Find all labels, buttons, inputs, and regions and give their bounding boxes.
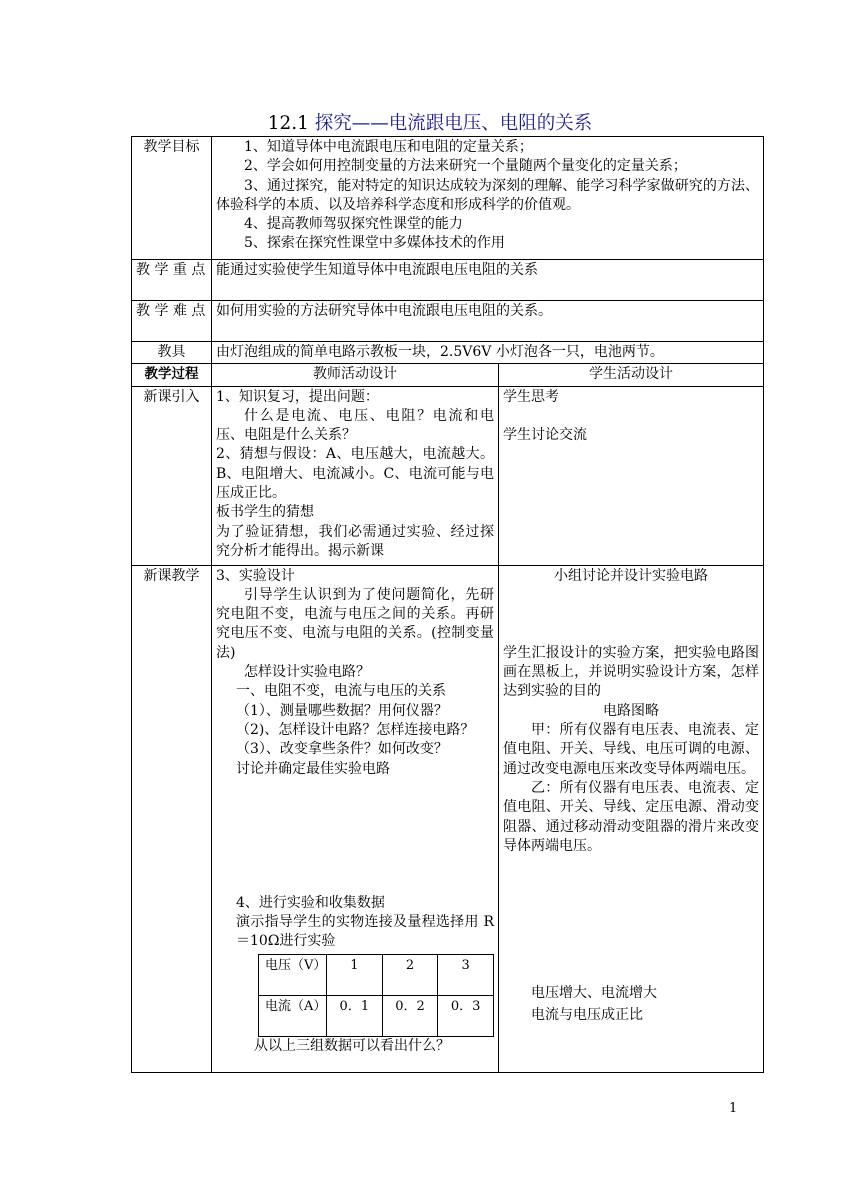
- teaching-student: [499, 565, 764, 1072]
- student-think: 学生思考: [503, 388, 559, 405]
- plan-b: 乙：所有仪器有电压表、电流表、定值电阻、开关、导线、定压电源、滑动变阻器、通过移动滑动变阻器的滑片来改变导体两端电压。: [503, 779, 759, 854]
- page-number: 1: [729, 1101, 738, 1116]
- current-cell: 0．3: [438, 995, 494, 1036]
- difficulty-text: 如何用实验的方法研究导体中电流跟电压电阻的关系。: [212, 301, 764, 342]
- teaching-label: 新课教学: [132, 565, 212, 1072]
- objective-item: 3、通过探究，能对特定的知识达成较为深刻的理解、能学习科学家做研究的方法、体验科学的本质、以及培养科学态度和形成科学的价值观。: [216, 177, 759, 213]
- voltage-label: 电压（V）: [259, 954, 327, 995]
- teacher-header: 教师活动设计: [212, 364, 499, 386]
- key-point-label: 教 学 重 点: [132, 260, 212, 301]
- intro-row: [132, 386, 764, 565]
- voltage-cell: 3: [438, 954, 494, 995]
- title-text: 探究——电流跟电压、电阻的关系: [314, 113, 593, 134]
- data-question: 从以上三组数据可以看出什么？: [254, 1037, 450, 1054]
- conclusion-1: 电压增大、电流增大: [531, 985, 657, 1002]
- section-number: 12.1: [267, 113, 309, 134]
- design-q1: （1）、测量哪些数据？用何仪器？: [236, 702, 448, 719]
- student-discuss: 学生讨论交流: [503, 426, 587, 443]
- student-report: 学生汇报设计的实验方案，把实验电路图画在黑板上，并说明实验设计方案，怎样达到实验的目的: [503, 644, 759, 700]
- design-discuss: 讨论并确定最佳实验电路: [236, 760, 390, 777]
- experiment-step: 4、进行实验和收集数据: [236, 894, 385, 911]
- intro-board: 板书学生的猜想: [216, 504, 314, 521]
- intro-reveal: 为了验证猜想，我们必需通过实验、经过探究分析才能得出。揭示新课: [216, 523, 494, 559]
- design-step: 3、实验设计: [216, 567, 295, 584]
- voltage-cell: 2: [382, 954, 438, 995]
- lesson-plan-table: [131, 136, 764, 1073]
- design-q2: （2)、怎样设计电路？怎样连接电路？: [236, 721, 475, 738]
- voltage-cell: 1: [327, 954, 383, 995]
- circuit-omitted: 电路图略: [603, 702, 659, 719]
- objective-item: 2、学会如何用控制变量的方法来研究一个量随两个量变化的定量关系；: [244, 158, 687, 175]
- design-q3: （3）、改变拿些条件？如何改变？: [236, 741, 448, 758]
- objectives-label: 教学目标: [132, 137, 212, 260]
- plan-a: 甲：所有仪器有电压表、电流表、定值电阻、开关、导线、电压可调的电源、通过改变电源电压来改变导体两端电压。: [503, 722, 759, 777]
- intro-hypothesis: 2、猜想与假设：A、电压越大，电流越大。B、电阻增大、电流减小。C、电流可能与电压成正比。: [216, 446, 494, 502]
- key-point-text: 能通过实验使学生知道导体中电流跟电压电阻的关系: [212, 260, 764, 301]
- objective-item: 5、探索在探究性课堂中多媒体技术的作用: [244, 235, 505, 252]
- difficulty-row: [132, 301, 764, 342]
- objectives-content: [212, 137, 764, 260]
- intro-label: 新课引入: [132, 386, 212, 565]
- key-point-row: [132, 260, 764, 301]
- objective-item: 4、提高教师驾驭探究性课堂的能力: [244, 216, 463, 233]
- teaching-row: [132, 565, 764, 1072]
- student-group-design: 小组讨论并设计实验电路: [554, 567, 708, 584]
- teaching-teacher: [212, 565, 499, 1072]
- page-title: [0, 112, 860, 136]
- current-label: 电流（A）: [259, 995, 327, 1036]
- process-header: 教学过程: [132, 364, 212, 386]
- intro-student: [499, 386, 764, 565]
- equipment-text: 由灯泡组成的简单电路示教板一块，2.5V6V 小灯泡各一只，电池两节。: [212, 342, 764, 364]
- process-header-row: [132, 364, 764, 386]
- current-cell: 0．1: [327, 995, 383, 1036]
- intro-teacher: [212, 386, 499, 565]
- objectives-row: [132, 137, 764, 260]
- conclusion-2: 电流与电压成正比: [531, 1007, 643, 1024]
- voltage-row: [259, 954, 494, 995]
- data-table: [258, 954, 494, 1037]
- intro-question: 什么是电流、电压、电阻？电流和电压、电阻是什么关系？: [216, 407, 494, 444]
- design-question: 怎样设计实验电路？: [244, 664, 370, 681]
- design-guide: 引导学生认识到为了使问题简化，先研究电阻不变，电流与电压之间的关系。再研究电压不变、电流与电阻的关系。(控制变量法): [216, 586, 494, 661]
- difficulty-label: 教 学 难 点: [132, 301, 212, 342]
- current-row: [259, 995, 494, 1036]
- equipment-row: [132, 342, 764, 364]
- student-header: 学生活动设计: [499, 364, 764, 386]
- intro-step: 1、知识复习，提出问题：: [216, 388, 379, 405]
- current-cell: 0．2: [382, 995, 438, 1036]
- objective-item: 1、知道导体中电流跟电压和电阻的定量关系；: [244, 139, 533, 155]
- equipment-label: 教具: [132, 342, 212, 364]
- design-part-one: 一、电阻不变，电流与电压的关系: [236, 683, 446, 700]
- experiment-demo: 演示指导学生的实物连接及量程选择用 R＝10Ω进行实验: [236, 914, 494, 950]
